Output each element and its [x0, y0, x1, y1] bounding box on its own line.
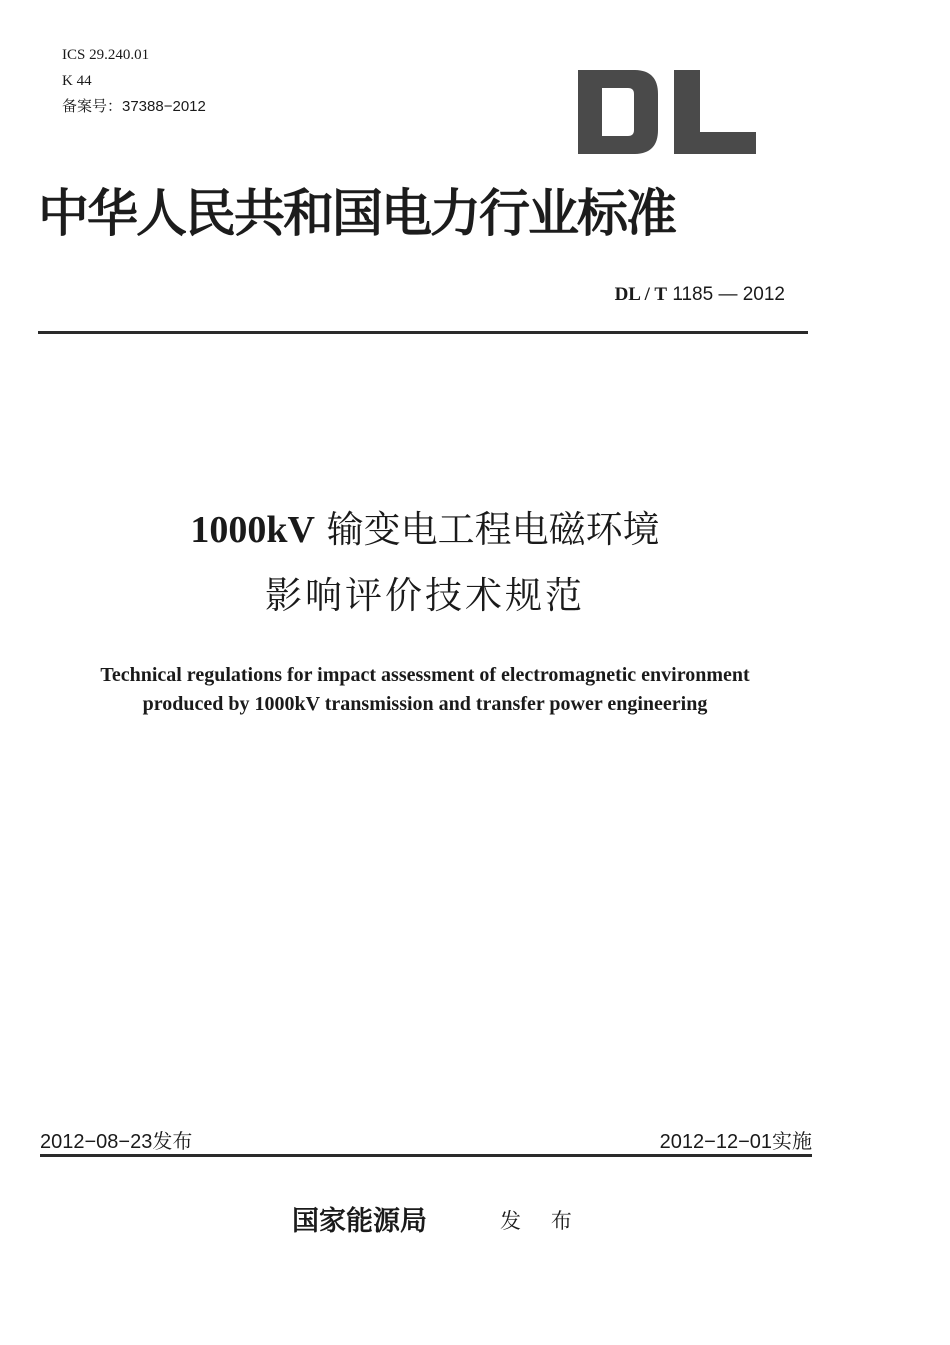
issuing-authority: 国家能源局 — [292, 1206, 427, 1237]
record-number: 备案号：37388−2012 — [62, 98, 206, 115]
standard-prefix: DL / T — [614, 284, 668, 305]
title-cn-line1 — [0, 506, 850, 554]
logo-letter-l — [674, 70, 756, 154]
industry-standard-banner: 中华人民共和国电力行业标准 — [38, 184, 676, 244]
footer-rule — [40, 1154, 812, 1157]
category-code: K 44 — [62, 73, 92, 89]
dl-logo — [576, 68, 758, 156]
issue-date: 2012−08−23发布 — [40, 1131, 193, 1153]
logo-letter-d — [578, 70, 658, 154]
ics-code: ICS 29.240.01 — [62, 47, 150, 63]
standard-number — [615, 284, 785, 306]
title-en-line2: produced by 1000kV transmission and transfer power engineering — [142, 693, 708, 715]
effective-date: 2012−12−01实施 — [659, 1131, 812, 1153]
title-cn-line1-text: 输变电工程电磁环境 — [314, 508, 660, 551]
title-cn-line2: 影响评价技术规范 — [265, 574, 585, 617]
title-en-line1: Technical regulations for impact assessment of electromagnetic environment — [100, 664, 750, 686]
classification-block — [62, 42, 206, 120]
header-rule — [38, 331, 808, 334]
title-voltage: 1000kV — [190, 509, 315, 551]
issue-action: 发 布 — [500, 1210, 584, 1233]
standard-code: 1185 — 2012 — [672, 284, 785, 305]
